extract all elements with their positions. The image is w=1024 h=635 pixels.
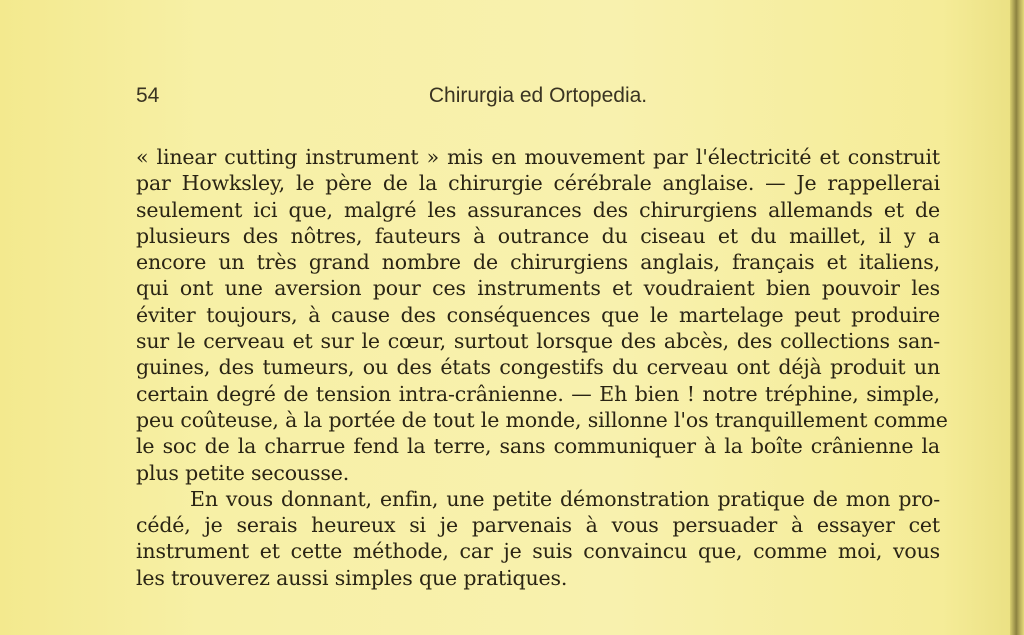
text-line: encore un très grand nombre de chirurgiens anglais, français et italiens, (136, 250, 940, 275)
text-line: seulement ici que, malgré les assurances des chirurgiens allemands et de (136, 197, 940, 222)
text-line: plus petite secousse. (136, 460, 350, 485)
text-line: certain degré de tension intra-crânienne. — Eh bien ! notre tréphine, simple, (136, 381, 940, 406)
text-line: En vous donnant, enfin, une petite démonstration pratique de mon pro- (190, 486, 940, 511)
text-line: cédé, je serais heureux si je parvenais à vous persuader à essayer cet (136, 513, 940, 538)
running-title: Chirurgia ed Ortopedia. (428, 84, 648, 107)
text-line: par Howksley, le père de la chirurgie cérébrale anglaise. — Je rappellerai (136, 171, 940, 196)
text-line: guines, des tumeurs, ou des états congestifs du cerveau ont déjà produit un (136, 355, 940, 380)
page-number: 54 (136, 84, 160, 107)
body-text (136, 144, 948, 591)
text-line: qui ont une aversion pour ces instruments et voudraient bien pouvoir les (136, 276, 940, 301)
text-line: « linear cutting instrument » mis en mouvement par l'électricité et construit (136, 145, 940, 169)
text-line: peu coûteuse, à la portée de tout le monde, sillonne l'os tranquillement comme (136, 407, 948, 432)
text-line: plusieurs des nôtres, fauteurs à outrance du ciseau et du maillet, il y a (136, 223, 940, 248)
text-line: le soc de la charrue fend la terre, sans communiquer à la boîte crânienne la (136, 434, 940, 459)
text-line: sur le cerveau et sur le cœur, surtout lorsque des abcès, des collections san- (136, 329, 940, 354)
text-line: éviter toujours, à cause des conséquences que le martelage peut produire (136, 302, 940, 327)
page-header (136, 84, 940, 114)
page-edge (1010, 0, 1024, 635)
text-line: instrument et cette méthode, car je suis convaincu que, comme moi, vous (136, 539, 940, 564)
text-line: les trouverez aussi simples que pratiques. (136, 565, 568, 590)
